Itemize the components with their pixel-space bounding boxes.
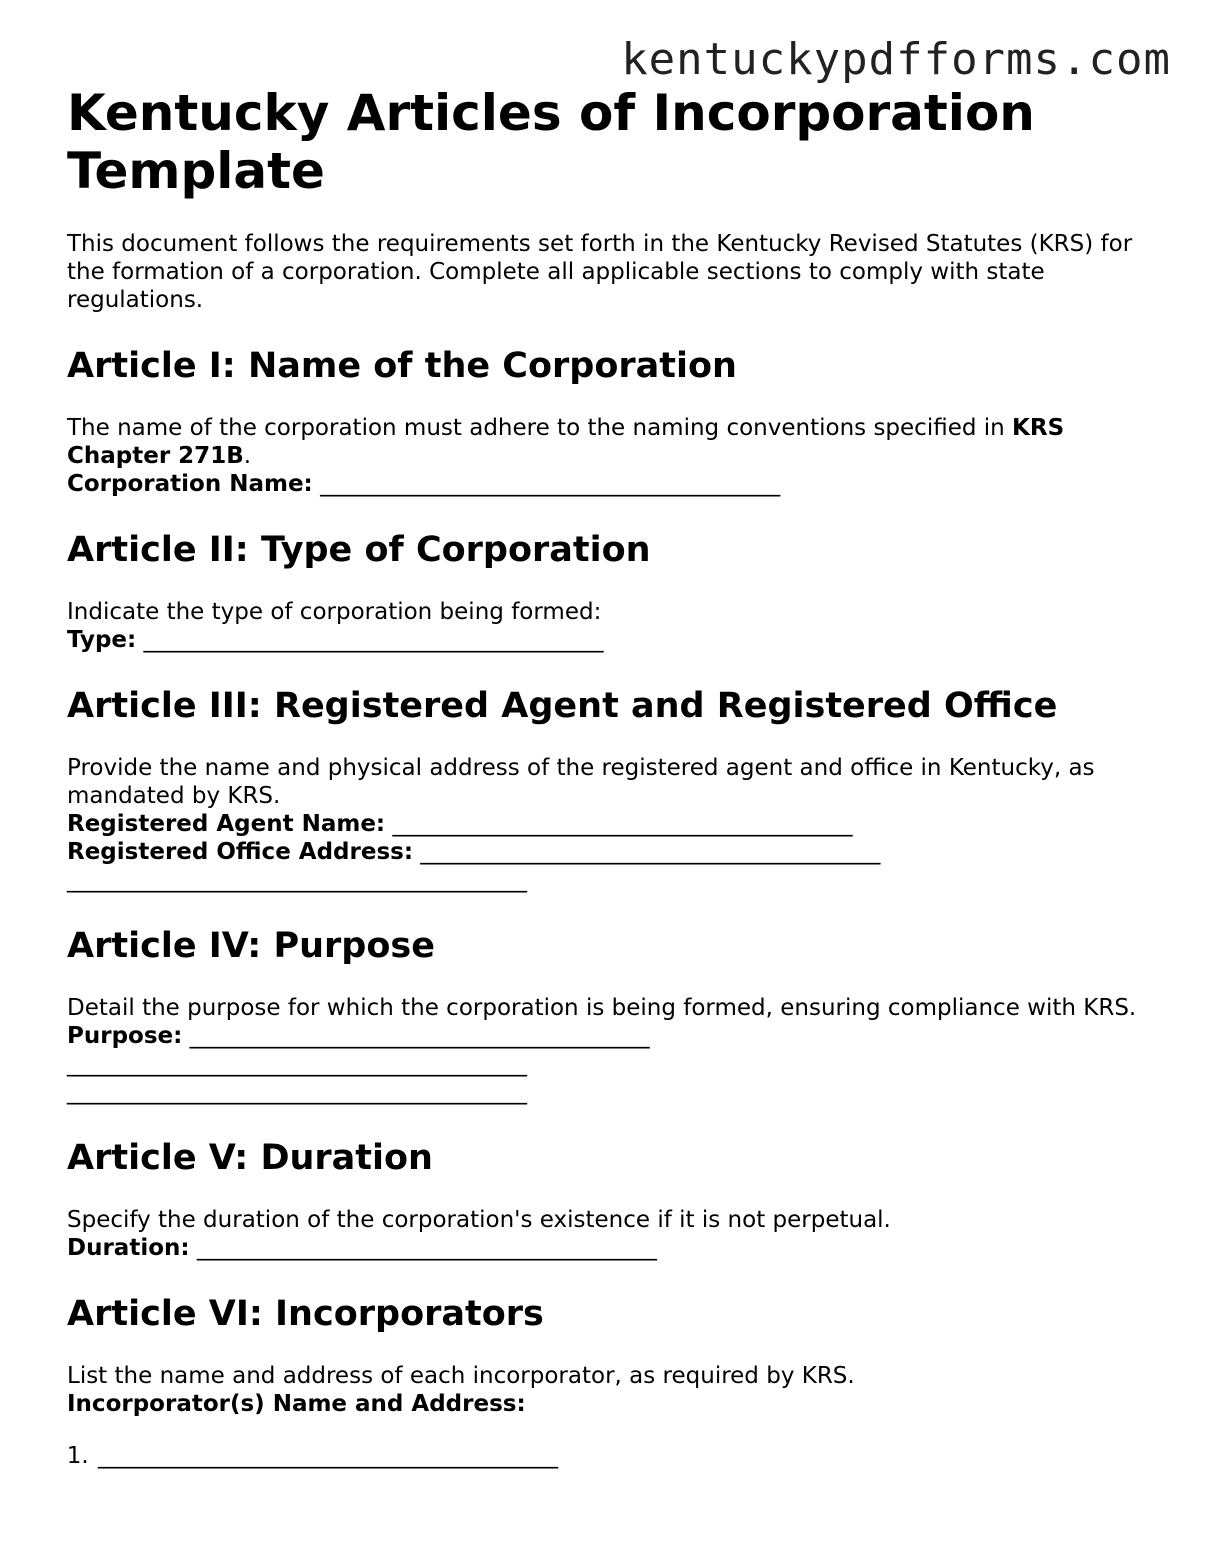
article-3-text: Provide the name and physical address of the registered agent and office in Kentucky, as mandated by KRS. [67,755,1095,809]
registered-agent-field[interactable] [67,810,1147,838]
corporation-name-blank[interactable]: ________________________________________ [320,471,781,497]
article-2-heading: Article II: Type of Corporation [67,530,651,570]
registered-office-blank-2[interactable]: ________________________________________ [67,867,527,893]
registered-office-label: Registered Office Address: [67,839,414,865]
document-body [67,84,1147,1470]
incorporator-item [96,1442,1147,1470]
article-4-text: Detail the purpose for which the corporation is being formed, ensuring compliance with KRS. [67,995,1137,1021]
registered-office-blank-1[interactable]: ________________________________________ [420,839,881,865]
document-title: Kentucky Articles of Incorporation Template [67,84,1035,200]
registered-office-field[interactable] [67,838,1147,866]
article-2-body [67,598,1147,654]
corporation-name-field[interactable] [67,470,1147,498]
article-2-text: Indicate the type of corporation being formed: [67,599,602,625]
type-blank[interactable]: ________________________________________ [143,627,604,653]
article-1-period: . [243,443,252,469]
article-4-body [67,994,1147,1106]
article-1-text: The name of the corporation must adhere to the naming conventions specified in [67,415,1013,441]
article-6-body [67,1362,1147,1418]
article-6-text: List the name and address of each incorporator, as required by KRS. [67,1363,855,1389]
incorporators-label: Incorporator(s) Name and Address: [67,1391,526,1417]
purpose-label: Purpose: [67,1023,183,1049]
type-label: Type: [67,627,137,653]
registered-agent-label: Registered Agent Name: [67,811,386,837]
article-6-heading: Article VI: Incorporators [67,1294,544,1334]
article-5-heading: Article V: Duration [67,1138,433,1178]
incorporators-list [67,1442,1147,1470]
article-5-text: Specify the duration of the corporation's existence if it is not perpetual. [67,1207,891,1233]
article-1-heading: Article I: Name of the Corporation [67,346,737,386]
incorporator-1-blank[interactable]: ________________________________________ [98,1443,558,1469]
article-1-statute: KRS Chapter 271B [67,415,1065,469]
duration-blank[interactable]: ________________________________________ [196,1235,657,1261]
duration-label: Duration: [67,1235,190,1261]
purpose-blank-3[interactable]: ________________________________________ [67,1079,527,1105]
purpose-blank-1[interactable]: ________________________________________ [189,1023,650,1049]
article-3-heading: Article III: Registered Agent and Registered Office [67,686,1058,726]
type-field[interactable] [67,626,1147,654]
article-4-heading: Article IV: Purpose [67,926,435,966]
purpose-blank-2[interactable]: ________________________________________ [67,1051,527,1077]
article-5-body [67,1206,1147,1262]
article-1-body [67,414,1147,498]
intro-paragraph: This document follows the requirements set forth in the Kentucky Revised Statutes (KRS) for the formation of a corporation. Complete all applicable sections to comply with state regulations. [67,231,1133,313]
corporation-name-label: Corporation Name: [67,471,313,497]
purpose-field[interactable] [67,1022,1147,1050]
article-3-body [67,754,1147,894]
registered-agent-blank[interactable]: ________________________________________ [392,811,853,837]
site-watermark: kentuckypdfforms.com [621,34,1171,85]
duration-field[interactable] [67,1234,1147,1262]
